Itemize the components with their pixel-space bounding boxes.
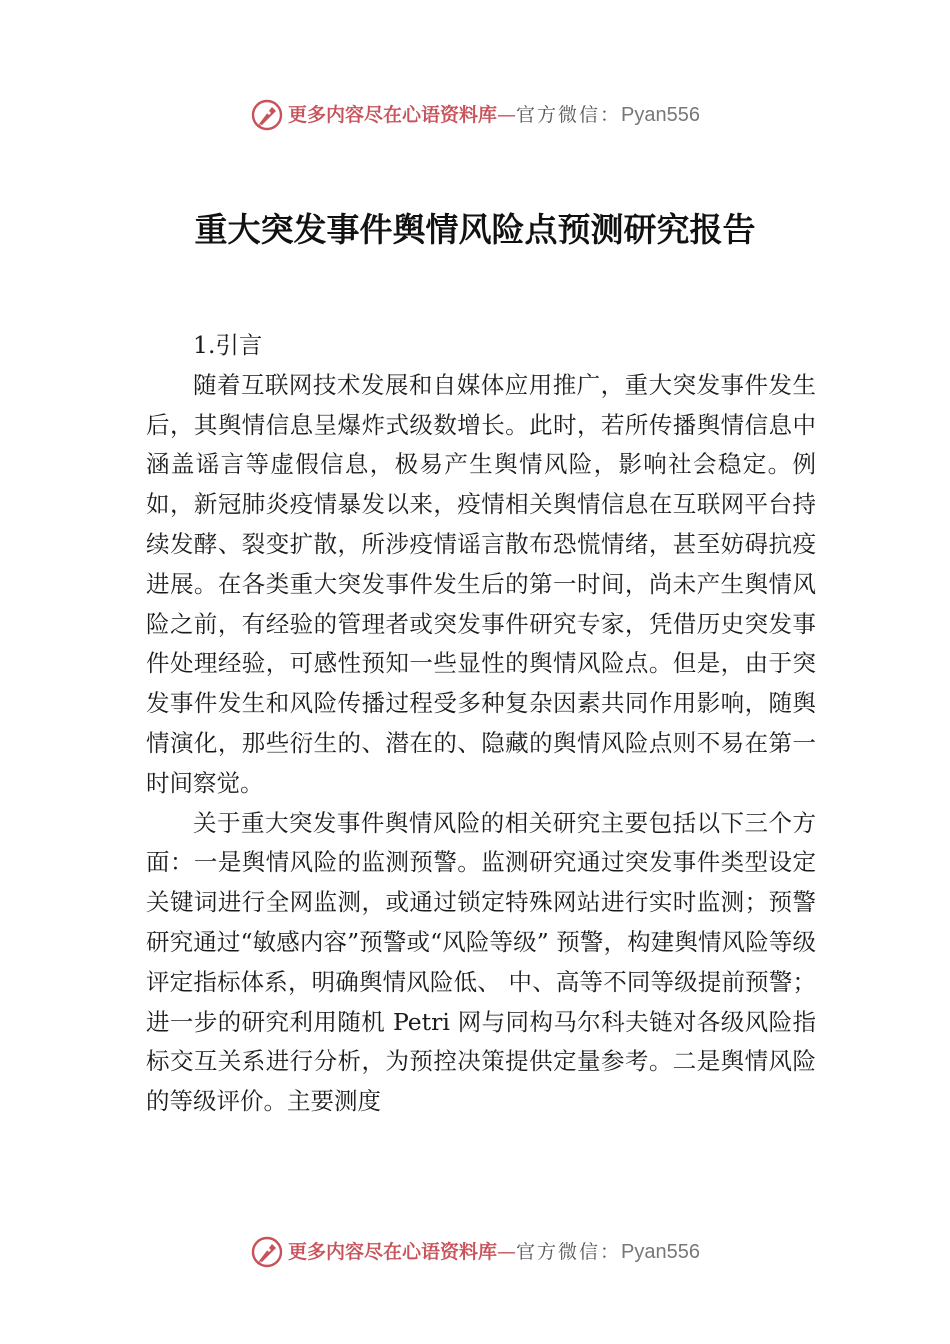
banner-separator: — bbox=[497, 104, 517, 126]
footer-banner bbox=[0, 1232, 950, 1272]
banner-wechat-label: 官方微信： bbox=[516, 104, 622, 126]
banner-brand-text: 更多内容尽在心语资料库 bbox=[288, 1241, 498, 1263]
banner-separator: — bbox=[497, 1241, 517, 1263]
pen-nib-logo-icon bbox=[250, 98, 284, 132]
banner-wechat-id: Pyan556 bbox=[621, 104, 700, 126]
header-banner bbox=[0, 95, 950, 135]
section-heading: 1.引言 bbox=[193, 331, 263, 359]
banner-brand-text: 更多内容尽在心语资料库 bbox=[288, 104, 498, 126]
document-title: 重大突发事件舆情风险点预测研究报告 bbox=[194, 210, 756, 249]
banner-wechat-id: Pyan556 bbox=[621, 1241, 700, 1263]
banner-wechat-label: 官方微信： bbox=[516, 1241, 622, 1263]
pen-nib-logo-icon bbox=[250, 1235, 284, 1269]
document-body bbox=[146, 326, 816, 1122]
body-paragraph: 随着互联网技术发展和自媒体应用推广，重大突发事件发生后，其舆情信息呈爆炸式级数增长。此时，若所传播舆情信息中涵盖谣言等虚假信息，极易产生舆情风险，影响社会稳定。例如，新冠肺炎疫情暴发以来，疫情相关舆情信息在互联网平台持续发酵、裂变扩散，所涉疫情谣言散布恐慌情绪，甚至妨碍抗疫进展。在各类重大突发事件发生后的第一时间，尚未产生舆情风险之前，有经验的管理者或突发事件研究专家，凭借历史突发事件处理经验，可感性预知一些显性的舆情风险点。但是，由于突发事件发生和风险传播过程受多种复杂因素共同作用影响，随舆情演化，那些衍生的、潜在的、隐藏的舆情风险点则不易在第一时间察觉。 bbox=[146, 370, 816, 797]
body-paragraph: 关于重大突发事件舆情风险的相关研究主要包括以下三个方面：一是舆情风险的监测预警。监测研究通过突发事件类型设定关键词进行全网监测，或通过锁定特殊网站进行实时监测；预警研究通过“敏感内容”预警或“风险等级” 预警，构建舆情风险等级评定指标体系，明确舆情风险低、 中、高等不同等级提前预警；进一步的研究利用随机 Petri 网与同构马尔科夫链对各级风险指标交互关系进行分析，为预控决策提供定量参考。二是舆情风险的等级评价。主要测度 bbox=[146, 808, 816, 1116]
